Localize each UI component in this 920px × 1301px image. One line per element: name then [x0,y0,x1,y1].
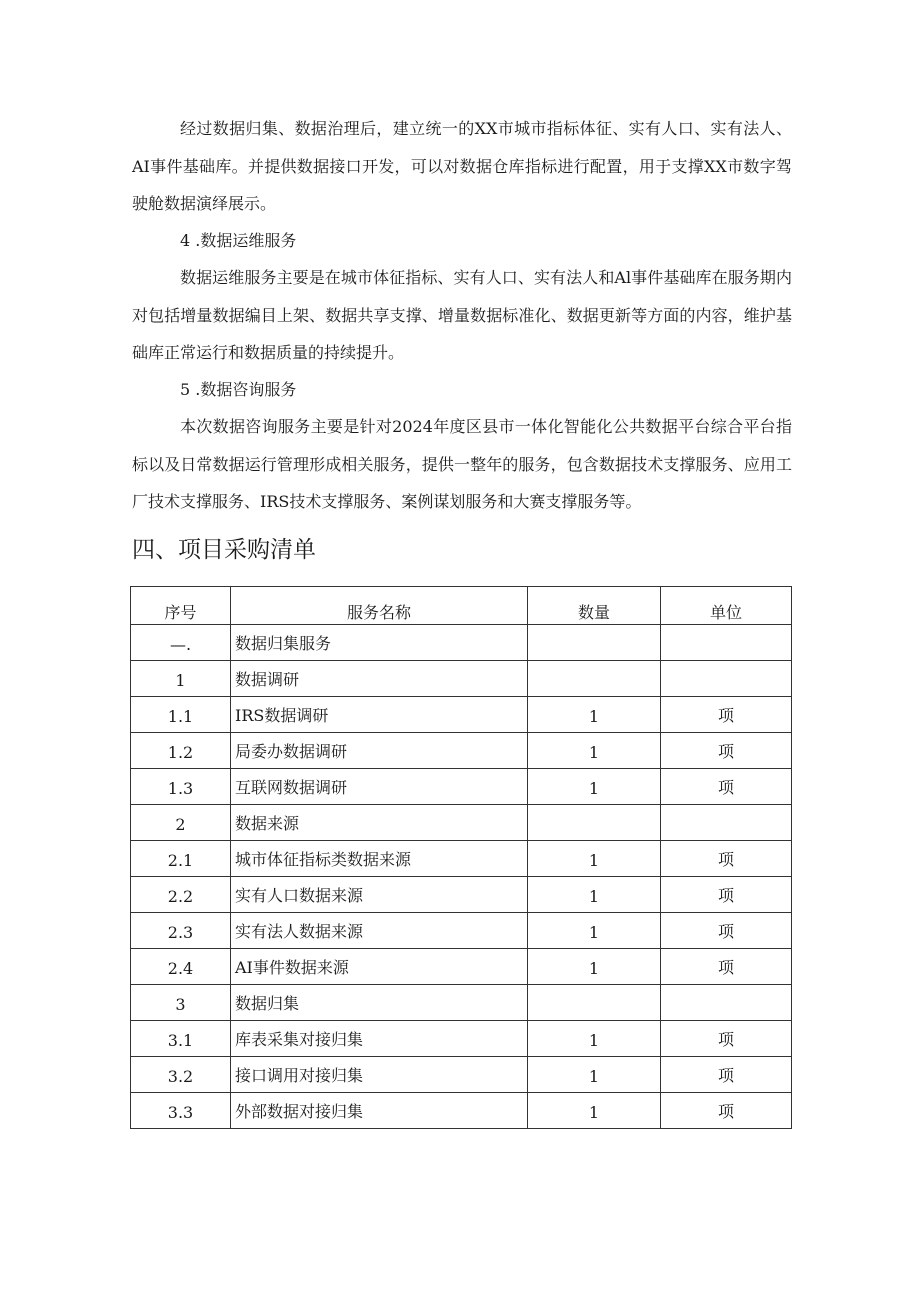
row-service-name: 库表采集对接归集 [231,1021,528,1057]
table-row [131,1057,792,1093]
row-number: 2 [131,805,231,841]
table-row [131,1093,792,1129]
row-quantity: 1 [528,733,661,769]
row-number: 2.3 [131,913,231,949]
row-unit: 项 [661,1093,792,1129]
row-number: —. [131,625,231,661]
table-row [131,985,792,1021]
row-quantity: 1 [528,841,661,877]
row-service-name: 接口调用对接归集 [231,1057,528,1093]
row-quantity: 1 [528,697,661,733]
row-service-name: 实有法人数据来源 [231,913,528,949]
row-service-name: 实有人口数据来源 [231,877,528,913]
table-row [131,913,792,949]
row-number: 2.2 [131,877,231,913]
row-service-name: 数据调研 [231,661,528,697]
row-quantity: 1 [528,913,661,949]
row-number: 1.1 [131,697,231,733]
table-row [131,625,792,661]
row-unit: 项 [661,913,792,949]
header-service-name: 服务名称 [231,587,528,625]
row-unit: 项 [661,697,792,733]
table-row [131,841,792,877]
row-unit: 项 [661,1057,792,1093]
row-number: 1.3 [131,769,231,805]
row-unit [661,805,792,841]
row-service-name: 城市体征指标类数据来源 [231,841,528,877]
header-quantity: 数量 [528,587,661,625]
row-quantity: 1 [528,1021,661,1057]
procurement-table [130,586,792,1129]
table-row [131,661,792,697]
row-quantity [528,805,661,841]
row-unit [661,661,792,697]
row-quantity: 1 [528,877,661,913]
row-number: 3 [131,985,231,1021]
row-service-name: IRS数据调研 [231,697,528,733]
row-unit [661,625,792,661]
row-quantity [528,985,661,1021]
row-unit: 项 [661,733,792,769]
row-quantity: 1 [528,1093,661,1129]
heading-data-consulting-service: 5 .数据咨询服务 [180,380,297,399]
row-number: 1 [131,661,231,697]
table-row [131,949,792,985]
row-number: 2.4 [131,949,231,985]
row-number: 3.3 [131,1093,231,1129]
row-number: 3.2 [131,1057,231,1093]
row-service-name: AI事件数据来源 [231,949,528,985]
row-unit: 项 [661,949,792,985]
table-body [131,625,792,1129]
row-number: 1.2 [131,733,231,769]
row-number: 2.1 [131,841,231,877]
row-quantity: 1 [528,949,661,985]
paragraph-data-ops-service: 数据运维服务主要是在城市体征指标、实有人口、实有法人和Al事件基础库在服务期内对包括增量数据编目上架、数据共享支撑、增量数据标准化、数据更新等方面的内容，维护基础库正常运行和数据质量的持续提升。 [132,268,792,362]
header-unit: 单位 [661,587,792,625]
row-unit [661,985,792,1021]
row-service-name: 外部数据对接归集 [231,1093,528,1129]
row-service-name: 数据归集服务 [231,625,528,661]
row-service-name: 数据来源 [231,805,528,841]
row-quantity [528,661,661,697]
table-row [131,877,792,913]
table-header-row [131,587,792,625]
section-title: 四、项目采购清单 [132,537,316,563]
row-unit: 项 [661,841,792,877]
row-unit: 项 [661,877,792,913]
table-row [131,1021,792,1057]
paragraph-data-collection-result: 经过数据归集、数据治理后，建立统一的XX市城市指标体征、实有人口、实有法人、AI事件基础库。并提供数据接口开发，可以对数据仓库指标进行配置，用于支撑XX市数字驾驶舱数据演绎展示。 [132,119,792,213]
row-service-name: 局委办数据调研 [231,733,528,769]
row-number: 3.1 [131,1021,231,1057]
table-row [131,769,792,805]
heading-data-ops-service: 4 .数据运维服务 [180,231,297,250]
table-row [131,697,792,733]
table-row [131,733,792,769]
row-service-name: 数据归集 [231,985,528,1021]
row-quantity [528,625,661,661]
row-unit: 项 [661,769,792,805]
table-row [131,805,792,841]
row-quantity: 1 [528,769,661,805]
row-service-name: 互联网数据调研 [231,769,528,805]
header-no: 序号 [131,587,231,625]
row-unit: 项 [661,1021,792,1057]
row-quantity: 1 [528,1057,661,1093]
paragraph-data-consulting-service: 本次数据咨询服务主要是针对2024年度区县市一体化智能化公共数据平台综合平台指标以及日常数据运行管理形成相关服务，提供一整年的服务，包含数据技术支撑服务、应用工厂技术支撑服务、IRS技术支撑服务、案例谋划服务和大赛支撑服务等。 [132,417,792,511]
